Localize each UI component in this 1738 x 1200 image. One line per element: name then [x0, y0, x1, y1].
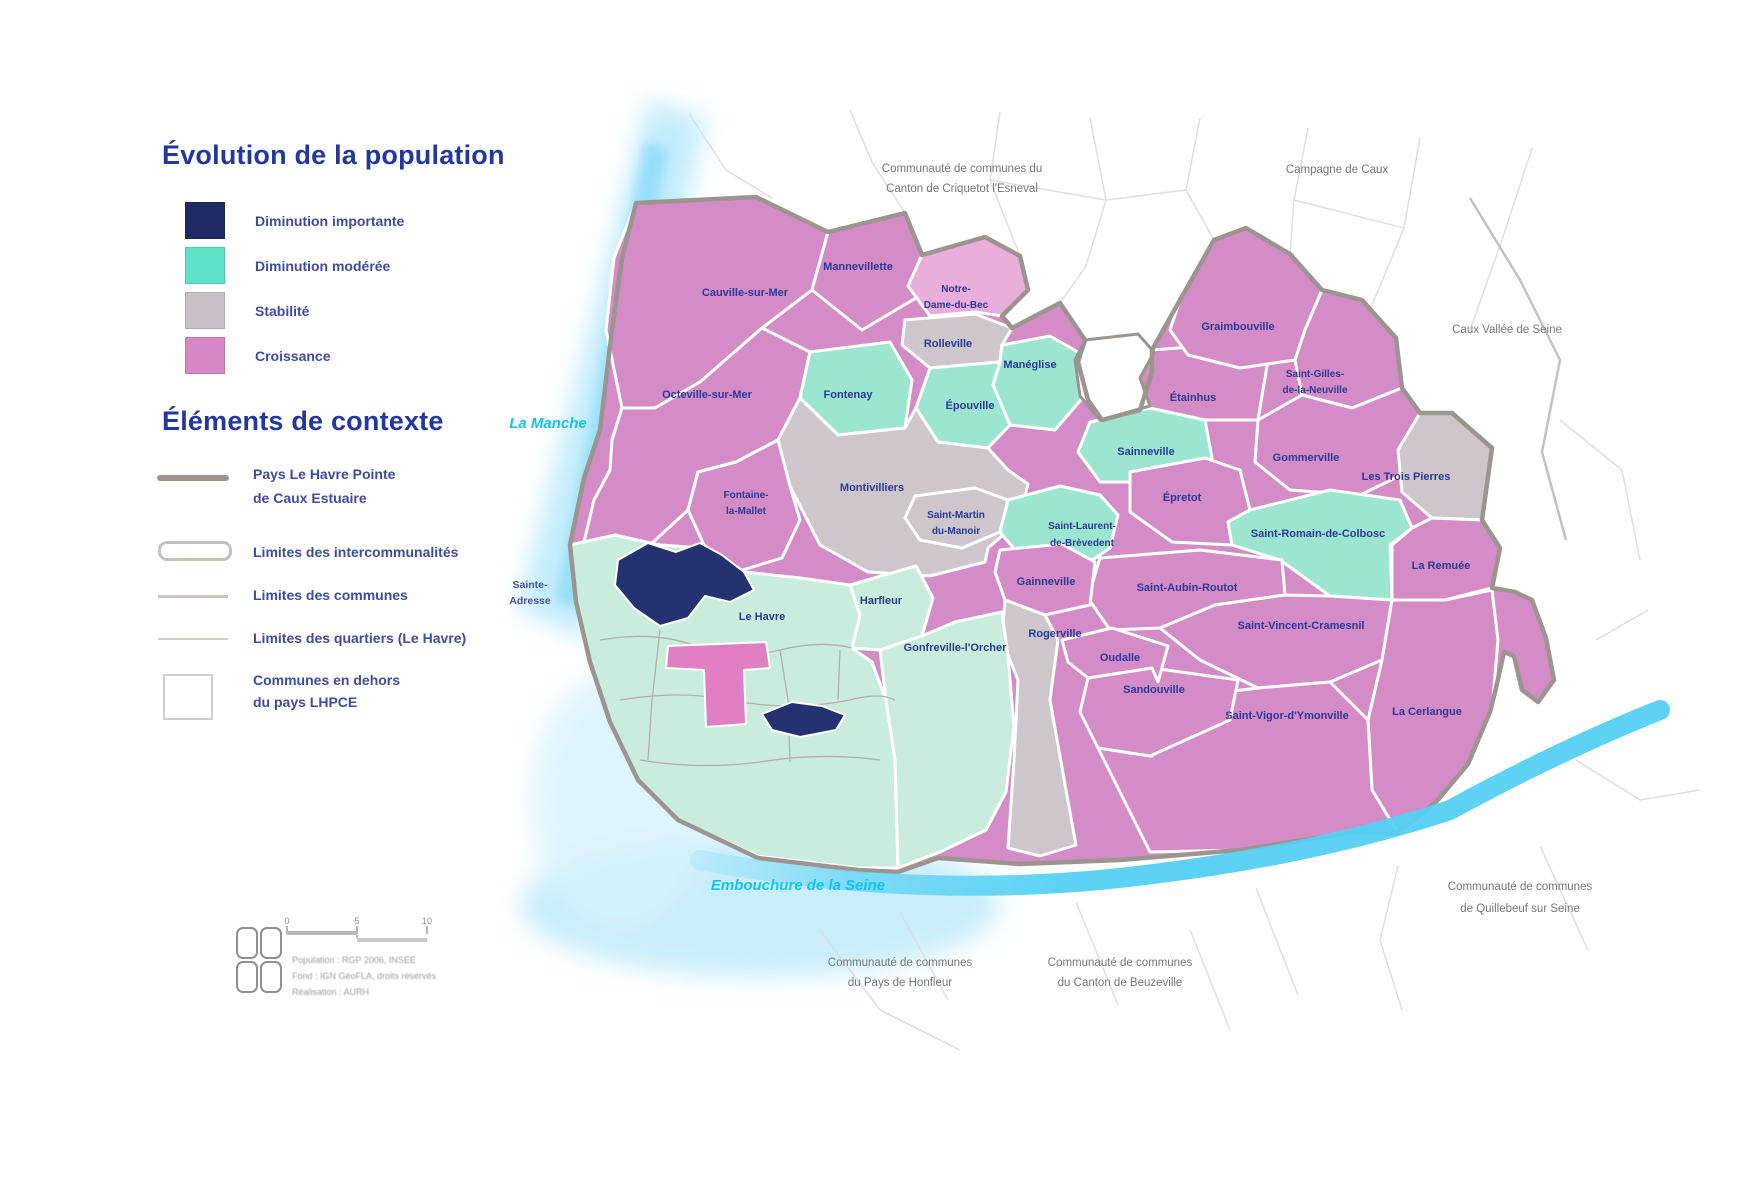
label-st-gilles-2: de-la-Neuville [1282, 385, 1348, 396]
label-octeville: Octeville-sur-Mer [662, 389, 752, 401]
label-graimbouville: Graimbouville [1201, 321, 1275, 333]
credits-line: Population : RGP 2006, INSEE [292, 955, 416, 965]
label-campagne-de-caux: Campagne de Caux [1285, 164, 1389, 176]
swatch-croissance [185, 337, 225, 374]
label-st-martin-2: du-Manoir [931, 526, 981, 537]
symbol-intercommunality-outline [158, 541, 232, 561]
swatch-diminution-moderee [185, 247, 225, 284]
context-item-label: Limites des quartiers (Le Havre) [253, 630, 467, 646]
scale-tick-10: 10 [421, 916, 433, 926]
context-item-label: Communes en dehors [253, 672, 401, 688]
label-rogerville: Rogerville [1028, 628, 1082, 640]
label-cc-quillebeuf-1: Communauté de communes [1447, 881, 1593, 893]
label-cc-quillebeuf-2: de Quillebeuf sur Seine [1460, 903, 1580, 915]
credits-line: Réalisation : AURH [292, 987, 370, 997]
logo-shape [261, 928, 281, 958]
context-item-label: Limites des intercommunalités [253, 544, 459, 560]
label-cc-honfleur-2: du Pays de Honfleur [847, 977, 953, 989]
scale-bar [284, 916, 432, 942]
scale-segment-2 [357, 938, 427, 942]
label-st-laurent-1: Saint-Laurent- [1048, 521, 1116, 532]
symbol-pays-boundary-line [157, 475, 229, 481]
legend-item-label: Stabilité [255, 302, 310, 319]
commune-la-remuee [1392, 518, 1500, 600]
legend-item-label: Diminution importante [255, 212, 405, 229]
label-notre-dame-2: Dame-du-Bec [923, 300, 989, 311]
label-st-vigor: Saint-Vigor-d'Ymonville [1225, 710, 1349, 722]
label-maneglise: Manéglise [1003, 359, 1057, 371]
label-etainhus: Étainhus [1169, 392, 1217, 404]
label-sandouville: Sandouville [1123, 684, 1185, 696]
logo-shape [237, 928, 257, 958]
label-la-manche: La Manche [509, 415, 587, 432]
scale-segment-1 [287, 931, 357, 935]
label-cc-criquetot-2: Canton de Criquetot l'Esneval [886, 183, 1038, 195]
context-title: Éléments de contexte [162, 406, 444, 436]
label-notre-dame-1: Notre- [941, 284, 971, 295]
label-la-cerlangue: La Cerlangue [1392, 706, 1462, 718]
label-cc-beuzeville-2: du Canton de Beuzeville [1057, 977, 1183, 989]
label-la-remuee: La Remuée [1411, 560, 1471, 572]
legend-item-label: Croissance [255, 347, 331, 364]
label-embouchure-seine: Embouchure de la Seine [710, 877, 886, 894]
credits-line: Fond : IGN GéoFLA, droits réservés [292, 971, 437, 981]
label-cc-criquetot-1: Communauté de communes du [881, 163, 1043, 175]
swatch-diminution-importante [185, 202, 225, 239]
label-cauville: Cauville-sur-Mer [701, 287, 789, 299]
label-montivilliers: Montivilliers [839, 482, 905, 494]
label-sainneville: Sainneville [1117, 446, 1175, 458]
context-item-label: Limites des communes [253, 587, 408, 603]
label-caux-vallee-de-seine: Caux Vallée de Seine [1452, 324, 1562, 336]
legend-item-stabilite [185, 292, 309, 329]
context-item-label: du pays LHPCE [253, 694, 358, 710]
label-les-trois-pierres: Les Trois Pierres [1361, 471, 1451, 483]
logo-shape [237, 962, 257, 992]
publisher-logo [237, 928, 281, 992]
label-harfleur: Harfleur [859, 595, 903, 607]
context-item-label: Pays Le Havre Pointe [253, 466, 396, 482]
legend-item-croissance [185, 337, 330, 374]
label-gainneville: Gainneville [1016, 576, 1076, 588]
logo-shape [261, 962, 281, 992]
label-fontaine-1: Fontaine- [723, 490, 769, 501]
label-ste-adresse-2: Adresse [509, 595, 551, 607]
label-fontaine-2: la-Mallet [725, 506, 767, 517]
symbol-quartier-line [158, 638, 228, 640]
label-st-vincent: Saint-Vincent-Cramesnil [1237, 620, 1365, 632]
label-ste-adresse-1: Sainte- [512, 579, 548, 591]
legend-item-diminution-importante [185, 202, 404, 239]
label-cc-honfleur-1: Communauté de communes [827, 957, 973, 969]
label-st-laurent-2: de-Brèvedent [1050, 538, 1114, 549]
label-st-romain: Saint-Romain-de-Colbosc [1250, 528, 1386, 540]
symbol-outside-commune-square [163, 674, 213, 720]
label-st-aubin: Saint-Aubin-Routot [1136, 582, 1238, 594]
label-gonfreville: Gonfreville-l'Orcher [903, 642, 1007, 654]
label-cc-beuzeville-1: Communauté de communes [1047, 957, 1193, 969]
label-rolleville: Rolleville [923, 338, 973, 350]
legend-item-diminution-moderee [185, 247, 390, 284]
legend-item-label: Diminution modérée [255, 257, 391, 274]
label-st-gilles-1: Saint-Gilles- [1285, 369, 1345, 380]
label-oudalle: Oudalle [1099, 652, 1141, 664]
swatch-stabilite [185, 292, 225, 329]
context-item-label: de Caux Estuaire [253, 490, 367, 506]
symbol-commune-line [158, 595, 228, 598]
scale-tick-0: 0 [284, 916, 290, 926]
legend-title: Évolution de la population [162, 140, 505, 170]
scale-tick-5: 5 [354, 916, 360, 926]
label-mannevillette: Mannevillette [823, 261, 893, 273]
label-st-martin-1: Saint-Martin [927, 510, 985, 521]
label-fontenay: Fontenay [823, 389, 873, 401]
label-le-havre: Le Havre [738, 611, 786, 623]
label-epretot: Épretot [1162, 492, 1202, 504]
label-epouville: Épouville [945, 400, 995, 412]
label-gommerville: Gommerville [1272, 452, 1340, 464]
